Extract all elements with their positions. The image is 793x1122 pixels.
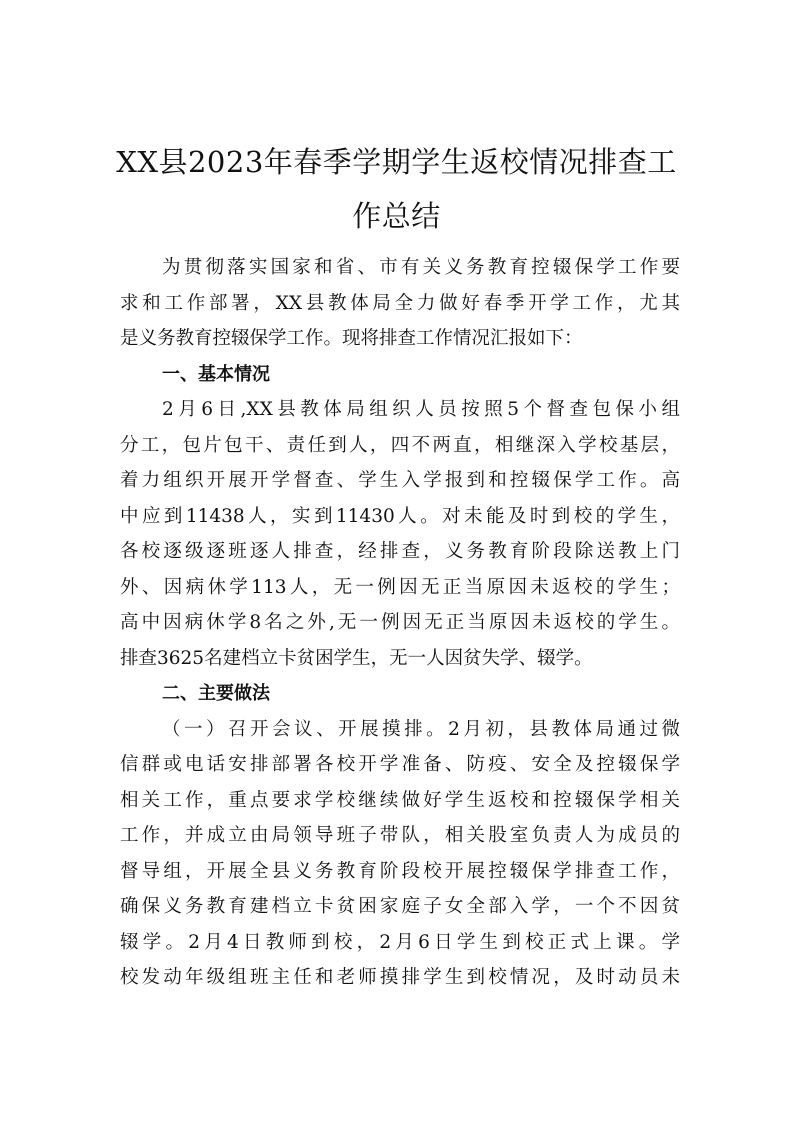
paragraph-line: 排查3625名建档立卡贫困学生，无一人因贫失学、辍学。 (120, 647, 593, 669)
paragraph-line: 各校逐级逐班逐人排查，经排查，义务教育阶段除送教上门 (120, 541, 680, 562)
document-body (120, 250, 680, 996)
intro-line: 是义务教育控辍保学工作。现将排查工作情况汇报如下： (120, 328, 583, 349)
paragraph-line: 工作，并成立由局领导班子带队，相关股室负责人为成员的 (120, 825, 680, 846)
paragraph-line: 高中因病休学8名之外,无一例因无正当原因未返校的学生。 (120, 612, 680, 633)
intro-line: 为贯彻落实国家和省、市有关义务教育控辍保学工作要 (162, 257, 680, 278)
paragraph-line: 信群或电话安排部署各校开学准备、防疫、安全及控辍保学 (120, 754, 680, 775)
paragraph-line: 督导组，开展全县义务教育阶段校开展控辍保学排查工作， (120, 860, 680, 882)
intro-line: 求和工作部署，XX县教体局全力做好春季开学工作，尤其 (120, 292, 680, 314)
section-heading-main-practices: 二、主要做法 (162, 683, 270, 704)
paragraph-line: 校发动年级组班主任和老师摸排学生到校情况，及时动员未 (120, 967, 680, 988)
paragraph-line: 相关工作，重点要求学校继续做好学生返校和控辍保学相关 (120, 789, 680, 811)
document-title-line-1: XX县2023年春季学期学生返校情况排查工 (116, 145, 677, 179)
document-title-line-2: 作总结 (352, 199, 441, 233)
paragraph-line: 外、因病休学113人，无一例因无正当原因未返校的学生； (120, 576, 680, 598)
paragraph-line: 中应到11438人，实到11430人。对未能及时到校的学生， (120, 505, 680, 527)
section-heading-basic-situation: 一、基本情况 (162, 363, 270, 385)
paragraph-line: 辍学。2月4日教师到校，2月6日学生到校正式上课。学 (120, 931, 680, 953)
paragraph-line: 确保义务教育建档立卡贫困家庭子女全部入学，一个不因贫 (120, 896, 680, 917)
paragraph-line: （一）召开会议、开展摸排。2月初，县教体局通过微 (162, 718, 680, 740)
paragraph-line: 2月6日,XX县教体局组织人员按照5个督查包保小组 (162, 399, 680, 420)
paragraph-line: 分工，包片包干、责任到人，四不两直，相继深入学校基层， (120, 434, 680, 456)
paragraph-line: 着力组织开展开学督查、学生入学报到和控辍保学工作。高 (120, 470, 680, 491)
